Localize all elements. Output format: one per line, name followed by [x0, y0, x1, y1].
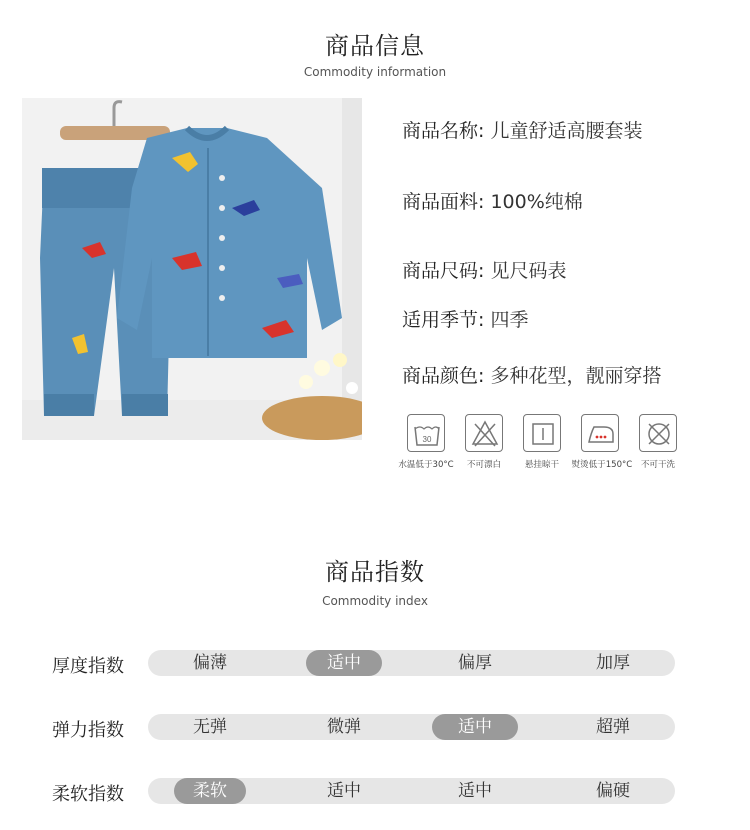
info-key: 商品面料:: [402, 191, 485, 213]
index-section-subtitle: Commodity index: [322, 594, 428, 608]
care-bleach: [454, 414, 514, 470]
softness-index-bar: [148, 778, 675, 804]
care-dryclean: [628, 414, 688, 470]
info-key: 商品颜色:: [402, 365, 485, 387]
index-section-title: 商品指数: [325, 558, 425, 586]
index-option: 无弹: [193, 717, 227, 737]
index-option: 加厚: [596, 653, 630, 673]
product-image: [22, 98, 362, 440]
care-label: 不可漂白: [466, 460, 502, 470]
care-iron: [570, 414, 633, 470]
hang-dry-icon: [523, 414, 561, 452]
index-option: 偏硬: [596, 781, 630, 801]
care-hang: [512, 414, 572, 470]
care-wash: [396, 414, 456, 470]
info-value: 儿童舒适高腰套装: [490, 120, 643, 142]
no-dry-clean-icon: [639, 414, 677, 452]
index-option: 适中: [327, 781, 361, 801]
info-row-size: [402, 256, 566, 283]
elasticity-index-label: 弹力指数: [52, 720, 124, 741]
info-key: 适用季节:: [402, 309, 485, 331]
info-section-subtitle: Commodity information: [303, 65, 447, 79]
thickness-index-label: 厚度指数: [52, 656, 124, 677]
info-row-color: [402, 361, 661, 388]
info-row-name: [402, 116, 642, 143]
elasticity-index-bar: [148, 714, 675, 740]
care-label: 不可干洗: [640, 460, 676, 470]
wash-temp-label: 30: [422, 435, 432, 444]
info-key: 商品尺码:: [402, 260, 485, 282]
wash-30-icon: [407, 414, 445, 452]
index-option: 超弹: [596, 717, 630, 737]
index-option-selected: 柔软: [174, 778, 246, 804]
iron-150-icon: [581, 414, 619, 452]
softness-index-label: 柔软指数: [52, 784, 124, 805]
info-value: 100%纯棉: [490, 191, 583, 213]
info-section-title: 商品信息: [325, 32, 425, 60]
info-row-season: [402, 305, 528, 332]
info-value: 见尺码表: [490, 260, 567, 282]
thickness-index-bar: [148, 650, 675, 676]
info-row-fabric: [402, 187, 583, 214]
no-bleach-icon: [465, 414, 503, 452]
index-option-selected: 适中: [432, 714, 518, 740]
index-option: 偏薄: [193, 653, 227, 673]
index-option: 适中: [458, 781, 492, 801]
care-label: 熨烫低于150°C: [571, 460, 633, 470]
info-value: 多种花型，靓丽穿搭: [490, 365, 662, 387]
care-label: 水温低于30°C: [398, 460, 454, 470]
index-option: 微弹: [327, 717, 361, 737]
index-option: 偏厚: [458, 653, 492, 673]
index-option-selected: 适中: [306, 650, 382, 676]
info-key: 商品名称:: [402, 120, 485, 142]
care-label: 悬挂晾干: [524, 460, 560, 470]
info-value: 四季: [490, 309, 529, 331]
